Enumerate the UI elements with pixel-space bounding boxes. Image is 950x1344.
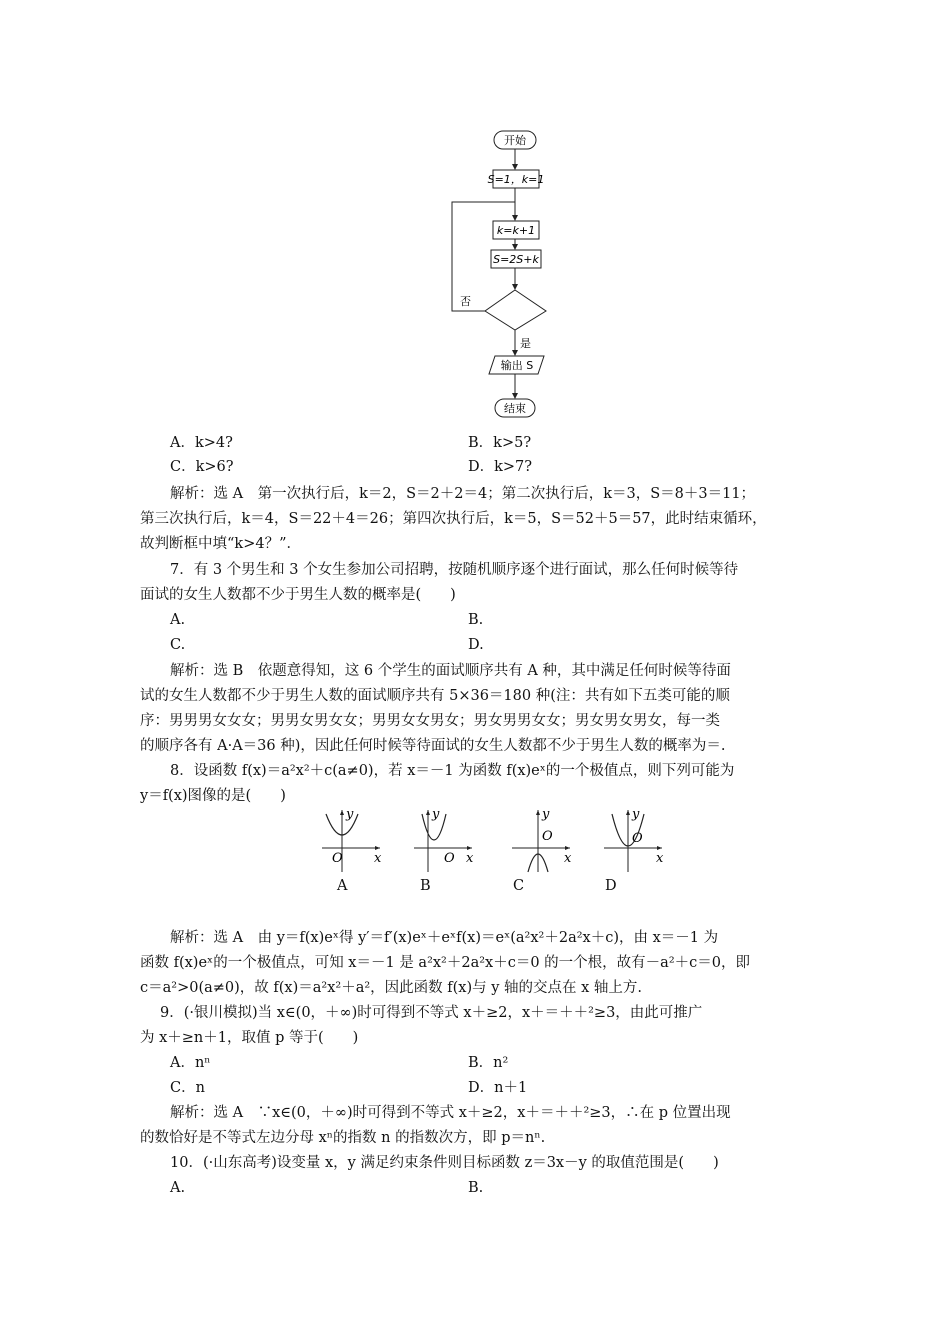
flowchart-step2-text: S=2S+k bbox=[493, 253, 539, 266]
q7-option-c: C. bbox=[170, 637, 186, 653]
q6-option-c: C．k>6? bbox=[170, 459, 234, 475]
flowchart-output-text: 输出 S bbox=[500, 359, 534, 372]
q8-analysis-line: c＝a²>0(a≠0)，故 f(x)＝a²x²＋a²，因此函数 f(x)与 y 轴的交点在 x 轴上方. bbox=[140, 980, 643, 996]
graph-d-y-label: y bbox=[632, 807, 640, 822]
q8-analysis-line: 函数 f(x)eˣ的一个极值点，可知 x＝－1 是 a²x²＋2a²x＋c＝0 的一个根，故有－a²＋c＝0，即 bbox=[140, 955, 750, 971]
q9-stem-line: 为 x＋≥n＋1，取值 p 等于( ) bbox=[140, 1030, 359, 1046]
flowchart-start-text: 开始 bbox=[504, 134, 526, 147]
q7-option-b: B. bbox=[468, 612, 484, 628]
q8-analysis-line: 解析：选 A 由 y＝f(x)eˣ得 y′＝f′(x)eˣ＋eˣf(x)＝eˣ(a²x²＋2a²x＋c)，由 x＝－1 为 bbox=[170, 930, 719, 946]
q8-graph-label-b: B bbox=[420, 878, 431, 894]
q8-stem-line: 8．设函数 f(x)＝a²x²＋c(a≠0)，若 x＝－1 为函数 f(x)eˣ的一个极值点，则下列可能为 bbox=[170, 763, 735, 779]
q10-option-a: A. bbox=[170, 1180, 186, 1196]
q7-analysis-line: 试的女生人数都不少于男生人数的面试顺序共有 5×36＝180 种(注：共有如下五类可能的顺 bbox=[140, 688, 730, 704]
flowchart-decision bbox=[485, 290, 546, 330]
graph-b-y-label: y bbox=[432, 807, 440, 822]
q10-option-b: B. bbox=[468, 1180, 484, 1196]
q9-option-d: D．n＋1 bbox=[468, 1080, 528, 1096]
q10-stem: 10．(·山东高考)设变量 x，y 满足约束条件则目标函数 z＝3x－y 的取值范围是( ) bbox=[170, 1155, 719, 1171]
q6-analysis-line: 第三次执行后，k＝4，S＝22＋4＝26；第四次执行后，k＝5，S＝52＋5＝57，此时结束循环， bbox=[140, 511, 767, 527]
q6-analysis-line: 解析：选 A 第一次执行后，k＝2，S＝2＋2＝4；第二次执行后，k＝3，S＝8＋3＝11； bbox=[170, 486, 756, 502]
q7-option-a: A. bbox=[170, 612, 186, 628]
q9-option-b: B．n² bbox=[468, 1055, 509, 1071]
q8-graph-d bbox=[600, 806, 668, 876]
q8-graph-b bbox=[410, 806, 478, 876]
q7-analysis-line: 的顺序各有 A·A＝36 种)，因此任何时候等待面试的女生人数都不少于男生人数的概率为＝. bbox=[140, 738, 726, 754]
graph-d-x-label: x bbox=[656, 851, 664, 866]
flowchart-yes-label: 是 bbox=[520, 337, 531, 350]
q7-analysis-line: 解析：选 B 依题意得知，这 6 个学生的面试顺序共有 A 种，其中满足任何时候等待面 bbox=[170, 663, 731, 679]
q6-option-a: A．k>4? bbox=[170, 435, 233, 451]
q8-graph-label-c: C bbox=[513, 878, 525, 894]
flowchart-no-label: 否 bbox=[460, 295, 471, 308]
flowchart-step1-text: k=k+1 bbox=[496, 224, 536, 237]
q7-option-d: D. bbox=[468, 637, 484, 653]
q6-option-b: B．k>5? bbox=[468, 435, 532, 451]
q9-option-c: C．n bbox=[170, 1080, 205, 1096]
q7-stem-line: 7．有 3 个男生和 3 个女生参加公司招聘，按随机顺序逐个进行面试，那么任何时候等待 bbox=[170, 562, 739, 578]
graph-a-origin: O bbox=[332, 851, 343, 866]
q6-option-d: D．k>7? bbox=[468, 459, 533, 475]
graph-b-x-label: x bbox=[466, 851, 474, 866]
q8-graph-a bbox=[318, 806, 386, 876]
q9-stem-line: 9．(·银川模拟)当 x∈(0，＋∞)时可得到不等式 x＋≥2，x＋＝＋＋²≥3，由此可推广 bbox=[160, 1005, 703, 1021]
graph-a-x-label: x bbox=[374, 851, 382, 866]
q6-analysis-line: 故判断框中填“k>4？”． bbox=[140, 536, 301, 552]
graph-d-origin: O bbox=[632, 831, 643, 846]
q8-graph-c bbox=[508, 806, 576, 876]
graph-c-y-label: y bbox=[542, 807, 550, 822]
flowchart-end-text: 结束 bbox=[504, 402, 526, 415]
graph-a-y-label: y bbox=[346, 807, 354, 822]
q8-graph-label-d: D bbox=[605, 878, 617, 894]
q8-graph-label-a: A bbox=[337, 878, 348, 894]
graph-c-x-label: x bbox=[564, 851, 572, 866]
q8-stem-line: y＝f(x)图像的是( ) bbox=[140, 788, 286, 804]
q9-option-a: A．nⁿ bbox=[170, 1055, 211, 1071]
q7-stem-line: 面试的女生人数都不少于男生人数的概率是( ) bbox=[140, 587, 456, 603]
q9-analysis-line: 的数恰好是不等式左边分母 xⁿ的指数 n 的指数次方，即 p＝nⁿ. bbox=[140, 1130, 546, 1146]
q7-analysis-line: 序：男男男女女女；男男女男女女；男男女女男女；男女男男女女；男女男女男女，每一类 bbox=[140, 713, 720, 729]
graph-c-origin: O bbox=[542, 829, 553, 844]
flowchart bbox=[440, 125, 570, 425]
q9-analysis-line: 解析：选 A ∵x∈(0，＋∞)时可得到不等式 x＋≥2，x＋＝＋＋²≥3，∴在 p 位置出现 bbox=[170, 1105, 731, 1121]
graph-b-origin: O bbox=[444, 851, 455, 866]
flowchart-init-text: S=1，k=1 bbox=[487, 173, 545, 186]
